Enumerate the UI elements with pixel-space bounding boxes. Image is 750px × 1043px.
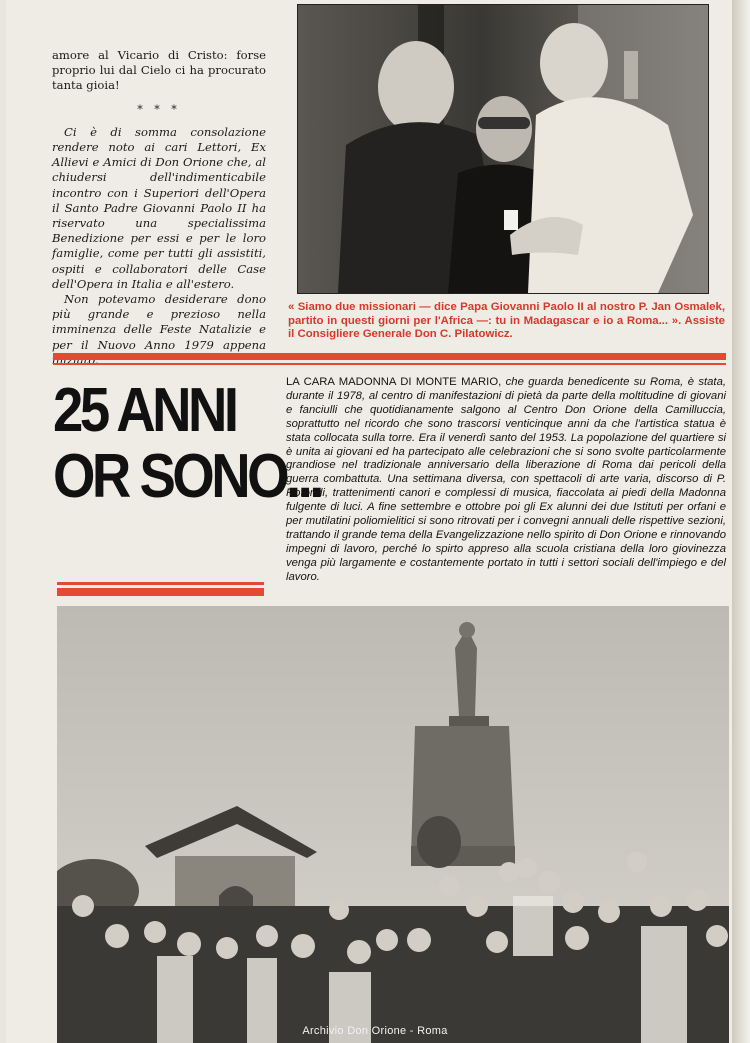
article-lead: LA CARA MADONNA DI MONTE MARIO, — [286, 376, 502, 388]
intro-paragraph-2: Non potevamo desiderare dono più grande e prezioso nella imminenza delle Feste Natalizie e per il Nuovo Anno 1979 appena — [52, 292, 266, 352]
headline-rule — [57, 582, 264, 585]
intro-column — [52, 48, 266, 368]
intro-continuation: amore al Vicario di Cristo: forse proprio lui dal Cielo ci ha procurato tanta gioia! — [52, 48, 266, 93]
pope-photo-illustration — [298, 5, 708, 293]
archive-credit: Archivio Don Orione - Roma — [302, 1025, 448, 1037]
section-separator: * * * — [137, 102, 181, 116]
article-body — [286, 376, 726, 585]
section-rule-top — [53, 353, 726, 360]
section-rule-top-thin — [53, 363, 726, 365]
intro-paragraph-1: Ci è di somma consolazione rendere noto ai cari Lettori, Ex Allievi e Amici di Don Orione che, al chiudersi dell'indimenticabile incontro con i Superiori dell'Opera il Santo Padre Giovanni Paolo II ha riservato una specialissima Benedizione per essi e per le loro famiglie, come per tutti gli assistiti, ospiti e collaboratori delle Case dell'Opera in Italia e all'estero. — [52, 124, 266, 291]
madonna-monument-illustration — [57, 606, 729, 1043]
headline-line-2: OR SONO... — [53, 442, 321, 511]
pope-photo — [297, 4, 709, 294]
page-edge — [732, 0, 750, 1043]
photo-caption: « Siamo due missionari — dice Papa Giovanni Paolo II al nostro P. Jan Osmalek, partito in questi giorni per l'Africa —: tu in Madagascar e io a Roma... ». Assiste il Consigliere Generale Don C. Pilatowicz. — [288, 301, 725, 341]
headline-line-1: 25 ANNI — [53, 376, 236, 445]
headline-rule-thick — [57, 588, 264, 596]
madonna-monument-photo — [57, 606, 729, 1043]
article-text: che guarda benedicente su Roma, è stata, durante il 1978, al centro di manifestazioni di pietà da parte della moltitudine di giovani e fanciulli che quotidianamente salgono al Centro Don Orione della Camilluccia, soprattutto nel ricordo che sono trascorsi venticinque anni da che l'artistica statua è stata collocata sulla torre. Era il venerdì santo del 1953. La popolazione del quartiere si è unita ai giovani ed ha partecipato alle celebrazioni che si sono svolte particolarmente grandiose nel tradizionale anniversario della liberazione di Roma dai pericoli della guerra combattuta. Una settimana diversa, con spettacoli di arte varia, discorso di P. Rotondi, trattenimenti canori e complessi di musica, fiaccolata ai piedi della Madonna fulgente di luci. A fine settembre e ottobre poi gli Ex alunni dei due Istituti per orfani e per mutilatini poliomielitici si sono ritrovati per i convegni annuali delle rispettive sezioni, trattando il grande tema della Evangelizzazione nello spirito di Don Orione e rinnovando impegni di lavoro, perché lo spirto appreso alla scuola cristiana della loro giovinezza venga più largamente e costantemente portato in tutti i settori sociali dell'impiego e del lavoro. — [286, 376, 726, 583]
headline — [53, 376, 321, 511]
